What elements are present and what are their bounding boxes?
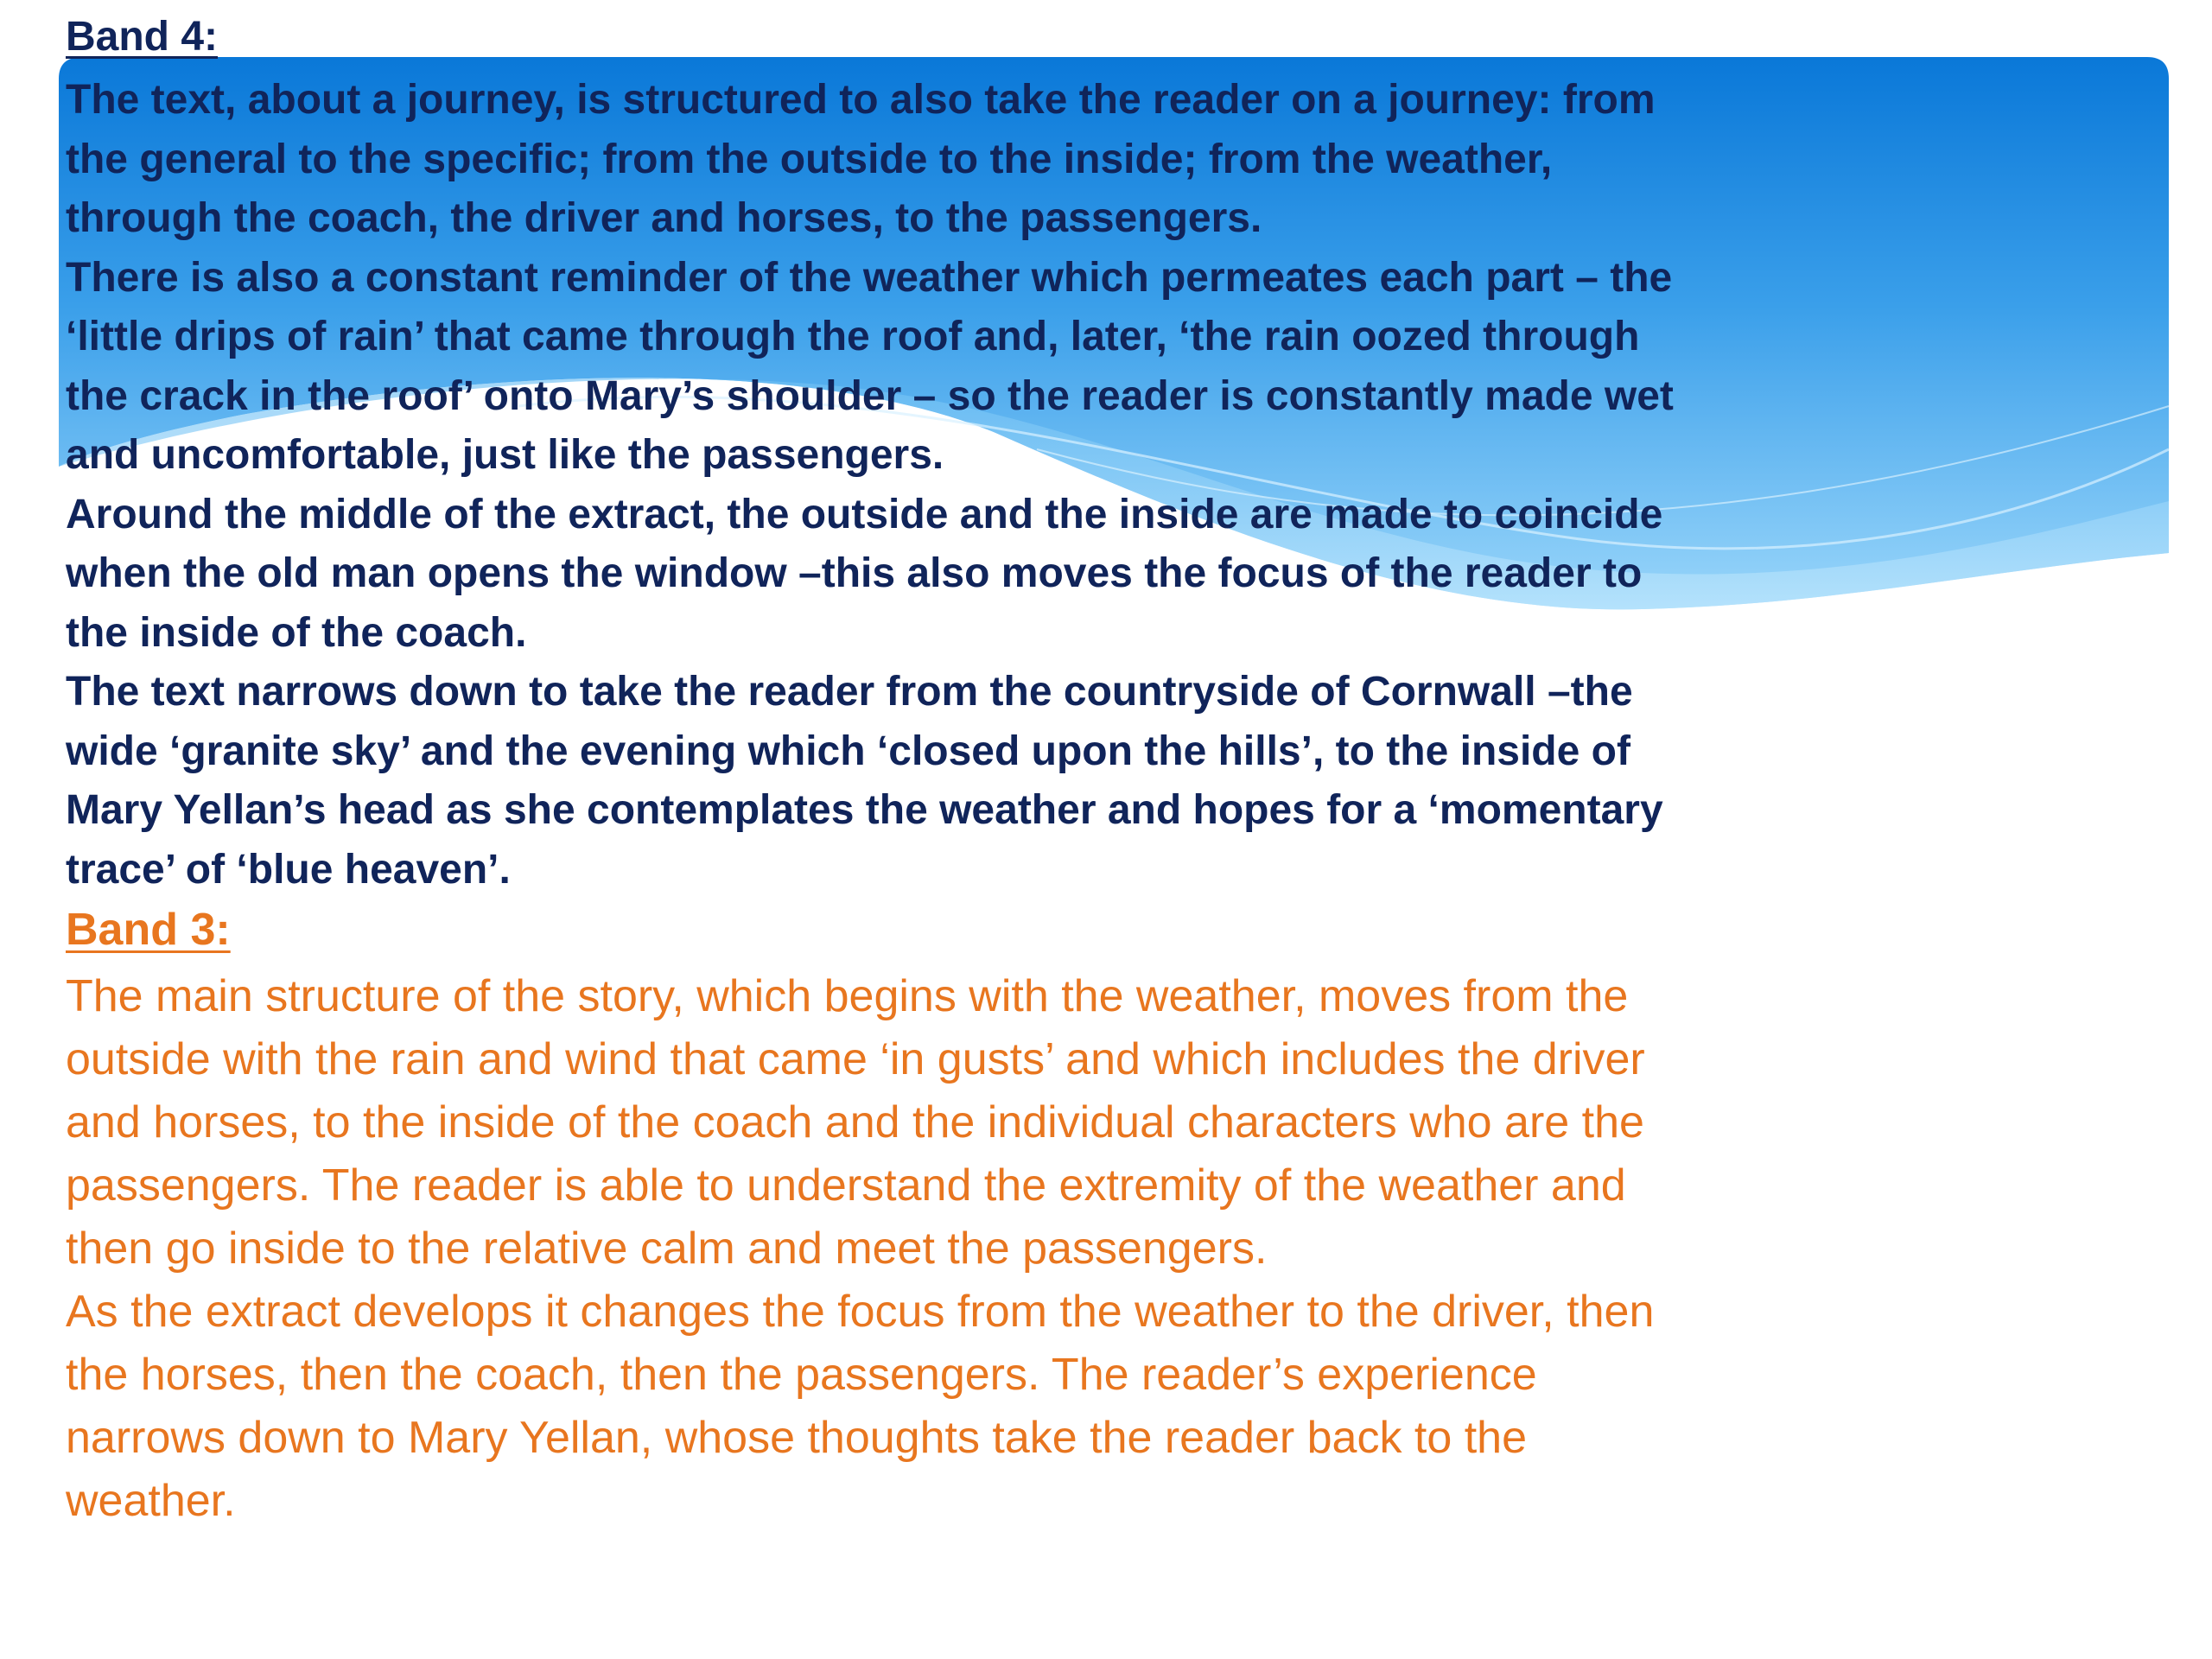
band-4-paragraph-weather-reminder: There is also a constant reminder of the weather which permeates each part – the ‘little drips of rain’ that came through the roof and, later, ‘the rain oozed through the crack in the roof’ onto Mary’s shoulder – so the reader is constantly made wet and uncomfortable, just like the passengers. — [66, 254, 1674, 478]
answer-content — [66, 12, 2139, 1533]
band-4-heading: Band 4: — [66, 14, 219, 60]
band-4-paragraph-narrowing: The text narrows down to take the reader from the countryside of Cornwall –the wide ‘granite sky’ and the evening which ‘closed upon the hills’, to the inside of Mary Yellan’s head as she contemplates the weather and hopes for a ‘momentary trace’ of ‘blue heaven’. — [66, 669, 1663, 893]
band-4-paragraph-middle: Around the middle of the extract, the outside and the inside are made to coincide when the old man opens the window –this also moves the focus of the reader to the inside of the coach. — [66, 491, 1663, 656]
band-4-paragraph-journey: The text, about a journey, is structured to also take the reader on a journey: from the general to the specific; from the outside to the inside; from the weather, through the coach, the driver and horses, to the passengers. — [66, 77, 1656, 241]
band-3-paragraph-focus: As the extract develops it changes the focus from the weather to the driver, then the horses, then the coach, then the passengers. The reader’s experience narrows down to Mary Yellan, whose thoughts take the reader back to the weather. — [66, 1287, 1655, 1526]
band-3-paragraph-structure: The main structure of the story, which begins with the weather, moves from the outside with the rain and wind that came ‘in gusts’ and which includes the driver and horses, to the inside of the coach and the individual characters who are the passengers. The reader is able to understand the extremity of the weather and then go inside to the relative calm and meet the passengers. — [66, 971, 1645, 1274]
band-3-heading: Band 3: — [66, 905, 231, 955]
